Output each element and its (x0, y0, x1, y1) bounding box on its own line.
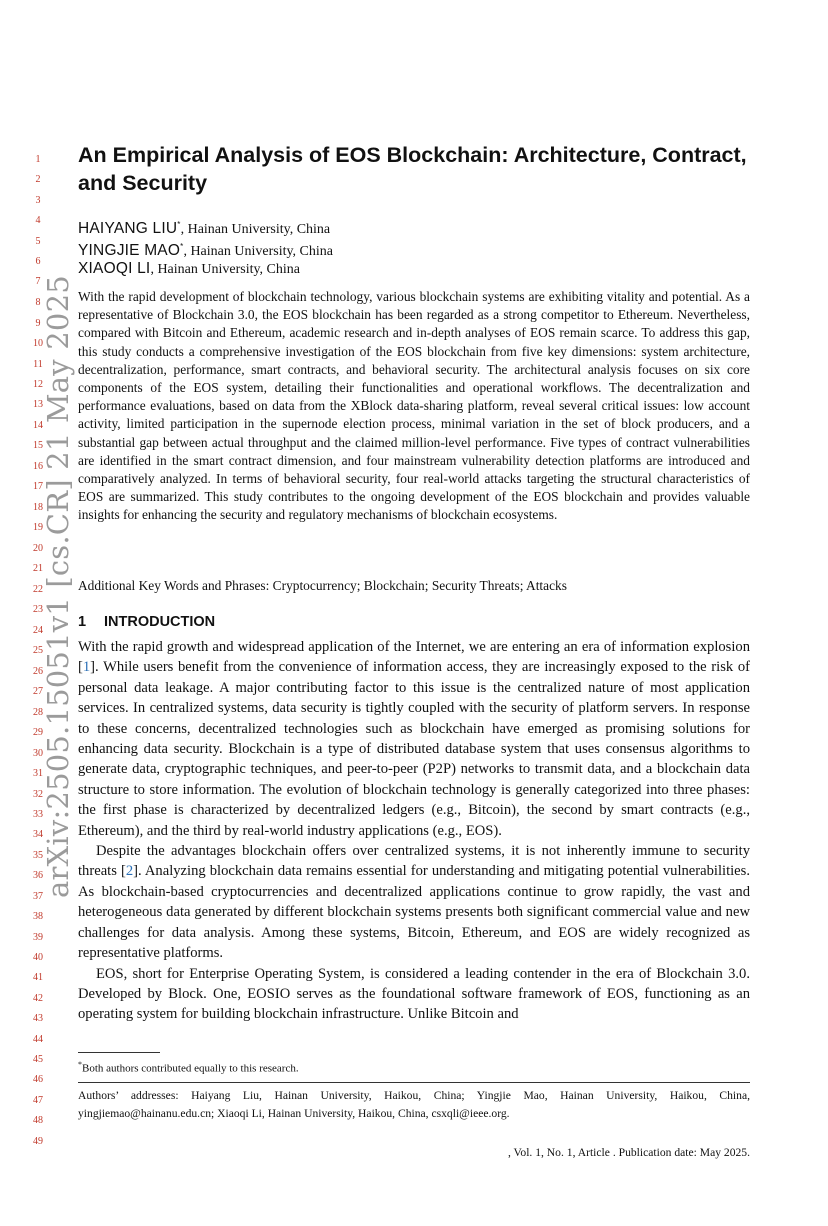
line-number: 49 (33, 1136, 43, 1147)
line-number: 36 (33, 870, 43, 881)
author-entry (78, 236, 758, 258)
line-number: 3 (35, 195, 41, 206)
line-number: 41 (33, 972, 43, 983)
line-number: 17 (33, 481, 43, 492)
keywords: Additional Key Words and Phrases: Cryptocurrency; Blockchain; Security Threats; Attacks (78, 578, 567, 593)
author-name: HAIYANG LIU* (78, 220, 181, 238)
line-number: 33 (33, 809, 43, 820)
section-heading (78, 612, 478, 632)
footnote-rule (78, 1052, 160, 1053)
line-number: 25 (33, 645, 43, 656)
line-number: 42 (33, 993, 43, 1004)
line-number: 16 (33, 461, 43, 472)
line-number: 9 (35, 318, 41, 329)
line-number: 19 (33, 522, 43, 533)
line-number: 30 (33, 748, 43, 759)
line-number: 14 (33, 420, 43, 431)
equal-contribution-mark: * (177, 220, 181, 229)
paper-title: An Empirical Analysis of EOS Blockchain: Architecture, Contract, and Security (78, 143, 747, 195)
section-title: INTRODUCTION (104, 614, 216, 630)
paragraph: Despite the advantages blockchain offers over centralized systems, it is not inherently immune to security threats [2]. Analyzing blockchain data remains essential for understanding and mitigating potential vulnerabilities. As blockchain-based cryptocurrencies and decentralized applications continue to grow rapidly, the vast and heterogeneous data generated by different blockchain systems presents both significant commercial value and new challenges for data analysis. Among these systems, Bitcoin, Ethereum, and EOS are widely recognized as representative platforms. (78, 843, 750, 962)
citation-link[interactable]: 2 (125, 863, 134, 880)
line-number: 40 (33, 952, 43, 963)
footnote-mark: * (78, 1060, 82, 1069)
line-number: 35 (33, 850, 43, 861)
line-number: 10 (33, 338, 43, 349)
body-text (78, 637, 750, 1025)
line-number: 47 (33, 1095, 43, 1106)
abstract: With the rapid development of blockchain technology, various blockchain systems are exhibiting vitality and potential. As a representative of Blockchain 3.0, the EOS blockchain has been regarded as a strong competitor to Ethereum. Nevertheless, compared with Bitcoin and Ethereum, academic research and in-depth analyses of EOS remain scarce. To address this gap, this study conducts a comprehensive investigation of the EOS blockchain from five key dimensions: system architecture, decentralization, performance, smart contracts, and behavioral security. The architectural analysis focuses on six core components of the EOS system, detailing their functionalities and operational workflows. The decentralization and performance evaluations, based on data from the XBlock data-sharing platform, reveal several critical issues: low account activity, limited participation in the supernode election process, minimal variation in the set of block producers, and a substantial gap between actual throughput and the claimed million-level performance. Five types of contract vulnerabilities are identified in the smart contract dimension, and four mainstream vulnerability detection platforms are introduced and comparatively analyzed. In terms of behavioral security, four real-world attacks targeting the structural characteristics of EOS are summarized. This study contributes to the ongoing development of the EOS blockchain and provides valuable insights for enhancing the security and regulatory mechanisms of blockchain ecosystems. (78, 289, 750, 523)
line-number: 29 (33, 727, 43, 738)
footnote: *Both authors contributed equally to this research. (78, 1060, 299, 1075)
paragraph: With the rapid growth and widespread application of the Internet, we are entering an era of information explosion [1]. While users benefit from the convenience of information access, they are increasingly exposed to the risk of personal data leakage. A major contributing factor to this issue is the centralized nature of most application services. In centralized systems, data security is tightly coupled with the security of platform servers. In response to these concerns, decentralized technologies such as blockchain have emerged as promising solutions for enhancing data security. Blockchain is a type of distributed database system that uses consensus algorithms to generate data, cryptographic techniques, and peer-to-peer (P2P) networks to transmit data, and a blockchain data structure to store information. The evolution of blockchain technology is generally categorized into three phases: the first phase is characterized by decentralized ledgers (e.g., Bitcoin), the second by smart contracts (e.g., Ethereum), and the third by real-world industry applications (e.g., EOS). (78, 639, 750, 839)
line-number: 1 (35, 154, 41, 165)
line-number: 18 (33, 502, 43, 513)
author-affiliation: , Hainan University, China (180, 222, 331, 238)
line-number: 24 (33, 625, 43, 636)
line-number: 8 (35, 297, 41, 308)
line-number: 23 (33, 604, 43, 615)
line-number: 46 (33, 1074, 43, 1085)
line-number: 22 (33, 584, 43, 595)
line-number: 11 (33, 359, 43, 370)
author-entry (78, 258, 758, 280)
paragraph: EOS, short for Enterprise Operating System, is considered a leading contender in the era of Blockchain 3.0. Developed by Block. One, EOSIO serves as the foundational software framework of EOS, functioning as an operating system for building blockchain infrastructure. Unlike Bitcoin and (78, 965, 750, 1023)
line-number: 39 (33, 932, 43, 943)
line-number: 5 (35, 236, 41, 247)
author-affiliation: , Hainan University, China (150, 262, 301, 277)
author-name: XIAOQI LI (78, 260, 151, 277)
line-number: 43 (33, 1013, 43, 1024)
author-name: YINGJIE MAO* (78, 242, 184, 260)
line-number: 12 (33, 379, 43, 390)
line-number: 20 (33, 543, 43, 554)
line-number: 38 (33, 911, 43, 922)
line-number: 15 (33, 440, 43, 451)
line-number: 28 (33, 707, 43, 718)
line-number: 48 (33, 1115, 43, 1126)
line-number: 31 (33, 768, 43, 779)
author-entry (78, 214, 758, 236)
line-number: 27 (33, 686, 43, 697)
line-number: 13 (33, 399, 43, 410)
line-number: 34 (33, 829, 43, 840)
line-number: 45 (33, 1054, 43, 1065)
author-list (78, 214, 758, 280)
address-rule (78, 1082, 750, 1083)
arxiv-identifier-stamp: arXiv:2505.15051v1 [cs.CR] 21 May 2025 (41, 275, 75, 898)
line-number: 26 (33, 666, 43, 677)
citation-link[interactable]: 1 (82, 659, 91, 676)
line-number: 4 (35, 215, 41, 226)
section-number: 1 (78, 614, 87, 630)
line-number: 37 (33, 891, 43, 902)
line-number: 2 (35, 174, 41, 185)
author-affiliation: , Hainan University, China (183, 244, 334, 260)
author-addresses: Authors’ addresses: Haiyang Liu, Hainan University, Haikou, China; Yingjie Mao, Hainan University, Haikou, China, yingjiemao@hainanu.edu.cn; Xiaoqi Li, Hainan University, Haikou, China, csxqli@ieee.org. (78, 1089, 750, 1120)
line-number: 32 (33, 789, 43, 800)
running-footer: , Vol. 1, No. 1, Article . Publication date: May 2025. (507, 1146, 750, 1159)
line-number: 44 (33, 1034, 43, 1045)
line-number: 6 (35, 256, 41, 267)
line-number: 7 (35, 276, 41, 287)
line-number: 21 (33, 563, 43, 574)
equal-contribution-mark: * (180, 242, 184, 251)
